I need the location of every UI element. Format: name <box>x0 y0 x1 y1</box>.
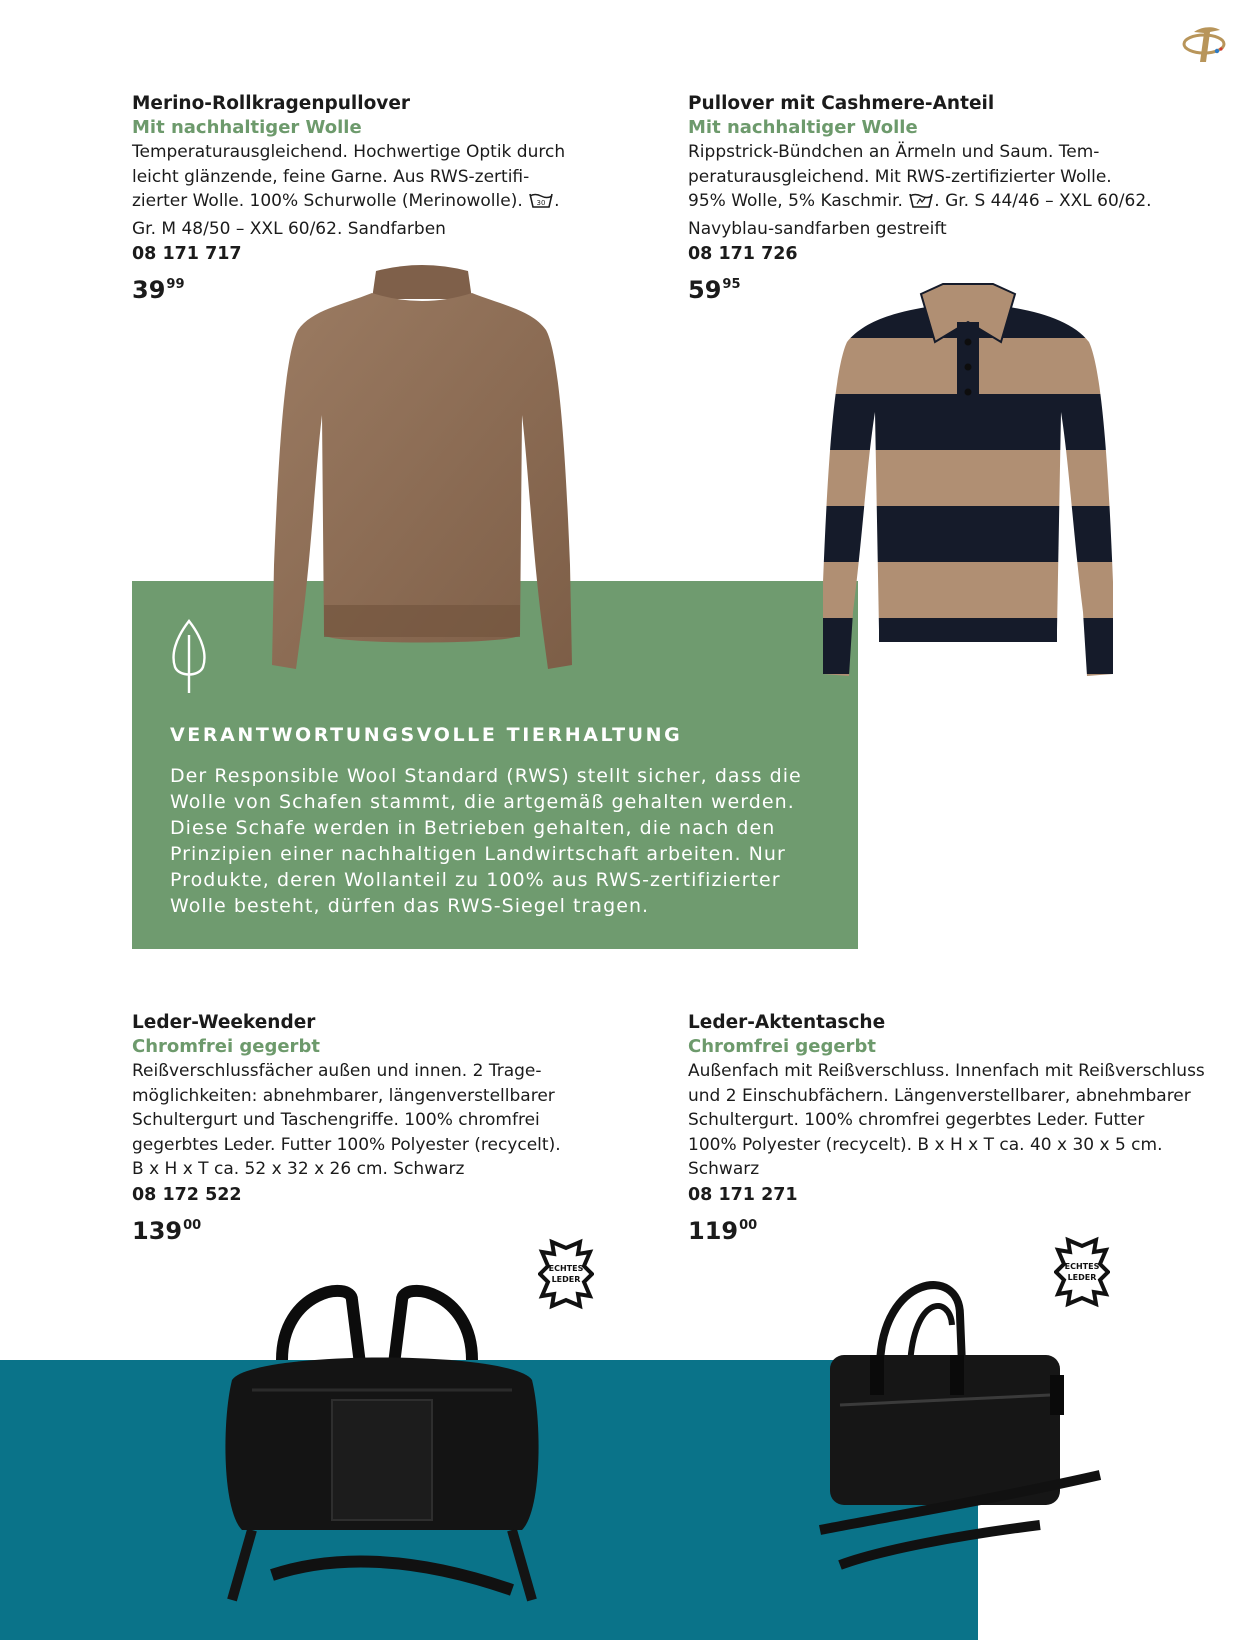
price-main: 119 <box>688 1216 739 1245</box>
info-body <box>170 763 850 919</box>
info-line: Wolle von Schafen stammt, die artgemäß gehalten werden. <box>170 791 795 813</box>
info-line: Der Responsible Wool Standard (RWS) stellt sicher, dass die <box>170 765 802 787</box>
description-line <box>688 189 1208 217</box>
info-line: Diese Schafe werden in Betrieben gehalten, die nach den <box>170 817 776 839</box>
product-title: Pullover mit Cashmere-Anteil <box>688 93 995 114</box>
price-cents: 95 <box>722 277 741 292</box>
description-line: peraturausgleichend. Mit RWS-zertifizierter Wolle. <box>688 166 1112 187</box>
description-line: Gr. M 48/50 – XXL 60/62. Sandfarben <box>132 218 446 239</box>
wash-30-icon <box>528 191 554 217</box>
badge-text-line1: ECHTES <box>548 1264 584 1273</box>
briefcase-image <box>810 1255 1110 1585</box>
article-number: 08 171 271 <box>688 1184 798 1205</box>
description-line: Schultergurt und Taschengriffe. 100% chromfrei <box>132 1110 540 1130</box>
description-text: 95% Wolle, 5% Kaschmir. <box>688 191 903 211</box>
product-subtitle: Chromfrei gegerbt <box>132 1036 320 1057</box>
description-line: Navyblau-sandfarben gestreift <box>688 218 947 239</box>
description-text: zierter Wolle. 100% Schurwolle (Merinowolle). <box>132 191 523 211</box>
info-line: Prinzipien einer nachhaltigen Landwirtschaft arbeiten. Nur <box>170 843 786 865</box>
product-weekender <box>132 1011 652 1247</box>
badge-text-line1: ECHTES <box>1064 1262 1100 1271</box>
product-description <box>688 1059 1208 1182</box>
description-line: und 2 Einschubfächern. Längenverstellbarer, abnehmbarer <box>688 1085 1191 1106</box>
description-line: Rippstrick-Bündchen an Ärmeln und Saum. Tem- <box>688 142 1100 162</box>
price-cents: 99 <box>166 277 185 292</box>
description-line: Schwarz <box>688 1159 760 1179</box>
product-description <box>132 140 652 241</box>
product-description <box>688 140 1208 241</box>
product-briefcase <box>688 1011 1208 1247</box>
badge-text-line2: LEDER <box>551 1275 581 1284</box>
price-cents: 00 <box>739 1217 758 1233</box>
price-main: 39 <box>132 276 166 304</box>
description-line: leicht glänzende, feine Garne. Aus RWS-zertifi- <box>132 166 530 187</box>
product-cashmere <box>688 92 1208 306</box>
info-line: Produkte, deren Wollanteil zu 100% aus RWS-zertifizierter <box>170 869 781 891</box>
wash-wool-icon <box>908 191 934 217</box>
article-number: 08 171 726 <box>688 244 798 264</box>
product-title: Leder-Aktentasche <box>688 1012 886 1033</box>
wash-temp-label: 30 <box>536 199 546 207</box>
badge-text-line2: LEDER <box>1067 1273 1097 1282</box>
info-line: Wolle besteht, dürfen das RWS-Siegel tragen. <box>170 895 650 917</box>
leaf-icon <box>167 617 211 697</box>
article-number: 08 171 717 <box>132 244 242 264</box>
product-subtitle: Mit nachhaltiger Wolle <box>132 117 362 138</box>
description-line: möglichkeiten: abnehmbarer, längenverstellbarer <box>132 1085 555 1106</box>
product-title: Leder-Weekender <box>132 1012 316 1033</box>
info-heading: VERANTWORTUNGSVOLLE TIERHALTUNG <box>170 724 683 746</box>
price-main: 59 <box>688 276 722 304</box>
price <box>688 1210 1208 1247</box>
description-line: Temperaturausgleichend. Hochwertige Optik durch <box>132 142 566 162</box>
article-number: 08 172 522 <box>132 1184 242 1205</box>
description-line: B x H x T ca. 52 x 32 x 26 cm. Schwarz <box>132 1159 465 1179</box>
description-line: 100% Polyester (recycelt). B x H x T ca. 40 x 30 x 5 cm. <box>688 1134 1163 1155</box>
description-line: zierter Wolle. 100% Schurwolle (Merinowolle). 30 . <box>132 189 652 217</box>
product-subtitle: Chromfrei gegerbt <box>688 1036 876 1057</box>
product-description <box>132 1059 652 1182</box>
price-main: 139 <box>132 1216 183 1245</box>
description-line: Reißverschlussfächer außen und innen. 2 Trage- <box>132 1061 542 1081</box>
description-text: . Gr. S 44/46 – XXL 60/62. <box>934 191 1152 211</box>
description-line: Schultergurt. 100% chromfrei gegerbtes Leder. Futter <box>688 1110 1145 1130</box>
product-subtitle: Mit nachhaltiger Wolle <box>688 117 918 138</box>
turtleneck-sweater-image <box>272 265 572 677</box>
description-line: gegerbtes Leder. Futter 100% Polyester (recycelt). <box>132 1134 561 1155</box>
weekender-bag-image <box>212 1280 552 1615</box>
price-cents: 00 <box>183 1217 202 1233</box>
brand-logo <box>1180 18 1228 66</box>
striped-polo-sweater-image <box>823 282 1113 678</box>
description-line: Außenfach mit Reißverschluss. Innenfach mit Reißverschluss <box>688 1061 1205 1081</box>
product-title: Merino-Rollkragenpullover <box>132 93 411 114</box>
